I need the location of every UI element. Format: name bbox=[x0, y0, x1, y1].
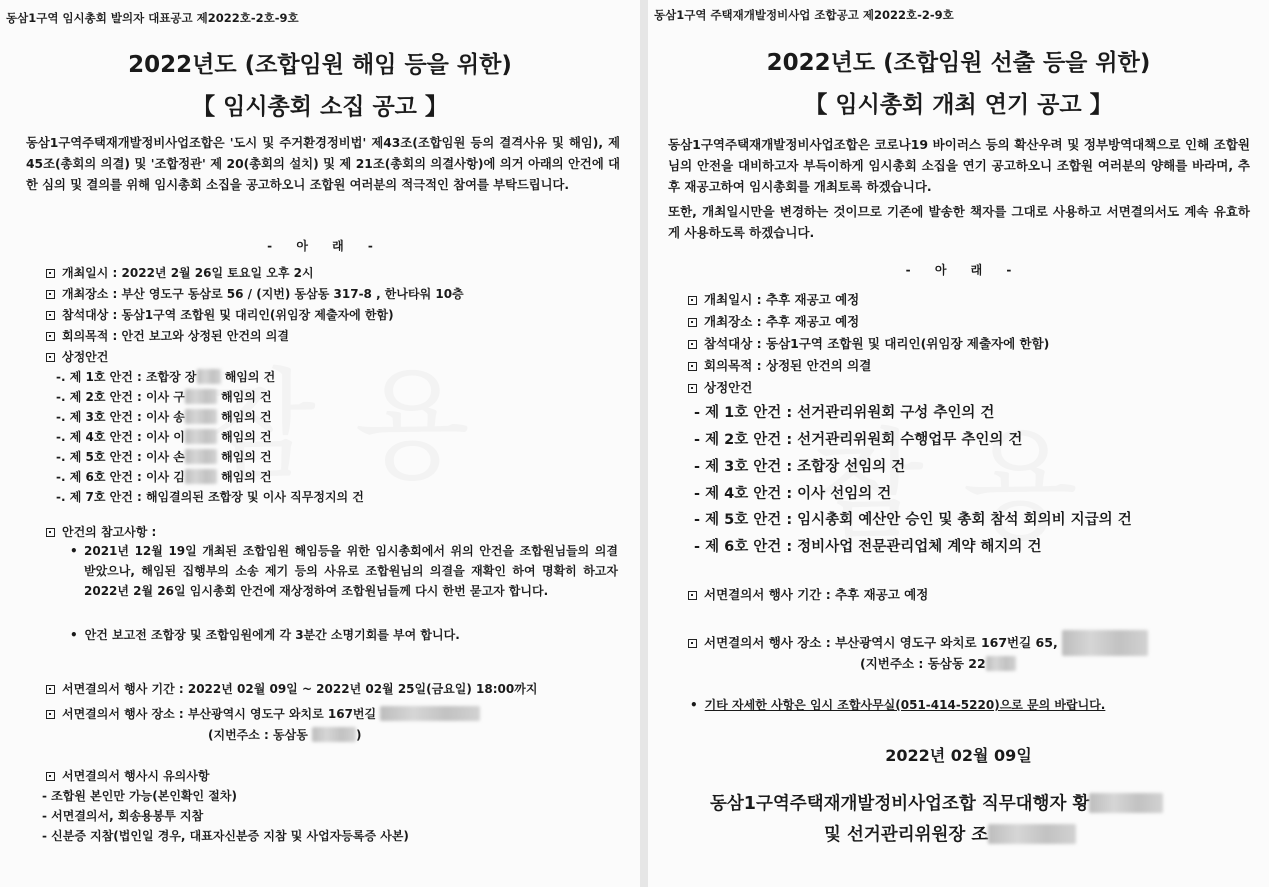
agenda-item-1: - 제 1호 안건 : 선거관리위원회 구성 추인의 건 bbox=[694, 405, 995, 421]
intro-paragraph: 동삼1구역주택재개발정비사업조합은 '도시 및 주거환경정비법' 제43조(조합임원 등의 결격사유 및 해임), 제45조(총회의 의결) 및 '조합정관' 제 20(총회의 설치) 및 제 21조(총회의 의결사항)에 의거 아래의 안건에 대한 심의 및 결의를 위해 임시총회 소집을 공고하오니 조합원 여러분의 적극적인 참여를 부탁드립니다. bbox=[26, 136, 620, 192]
agenda-item-3: -. 제 3호 안건 : 이사 송 해임의 건 bbox=[56, 410, 272, 424]
notice-date: 2022년 02월 09일 bbox=[885, 746, 1032, 765]
agenda-item-5: -. 제 5호 안건 : 이사 손 해임의 건 bbox=[56, 450, 272, 464]
agenda-item-5: - 제 5호 안건 : 임시총회 예산안 승인 및 총회 참석 회의비 지급의 건 bbox=[694, 512, 1132, 528]
detail-purpose: 회의목적 : 안건 보고와 상정된 안건의 의결 bbox=[46, 327, 289, 344]
notice-title: 2022년도 (조합임원 선출 등을 위한) bbox=[766, 50, 1151, 76]
agenda-item-4: -. 제 4호 안건 : 이사 이 해임의 건 bbox=[56, 430, 272, 444]
detail-purpose: 회의목적 : 상정된 안건의 의결 bbox=[688, 356, 871, 374]
square-bullet-icon bbox=[46, 772, 55, 781]
notice-divider-label: - 아 래 - bbox=[905, 263, 1012, 277]
square-bullet-icon bbox=[46, 269, 55, 278]
caution-item-3: - 신분증 지참(법인일 경우, 대표자신분증 지참 및 사업자등록증 사본) bbox=[42, 829, 409, 843]
notice-header: 동삼1구역 임시총회 발의자 대표공고 제2022호-2호-9호 bbox=[6, 11, 299, 25]
detail-datetime: 개최일시 : 2022년 2월 26일 토요일 오후 2시 bbox=[46, 264, 314, 281]
redacted-address bbox=[380, 706, 480, 721]
square-bullet-icon bbox=[46, 685, 55, 694]
square-bullet-icon bbox=[688, 296, 697, 305]
redacted-address bbox=[312, 727, 356, 742]
notice-header: 동삼1구역 주택재개발정비사업 조합공고 제2022호-2-9호 bbox=[654, 8, 954, 22]
redacted-address bbox=[986, 656, 1016, 671]
redacted-name bbox=[197, 369, 221, 384]
right-notice-page bbox=[648, 0, 1269, 887]
detail-venue: 개최장소 : 부산 영도구 동삼로 56 / (지번) 동삼동 317-8 , 한나타워 10층 bbox=[46, 285, 464, 302]
reference-heading: 안건의 참고사항 : bbox=[46, 523, 156, 540]
reference-item-1: • 2021년 12월 19일 개최된 조합임원 해임등을 위한 임시총회에서 위의 안건을 조합원님들의 의결 받았으나, 해임된 집행부의 소송 제기 등의 사유로 조합원님의 의결을 재확인 하여 명확히 하고자 2022년 2월 26일 임시총회 안건에 재상정하여 조합원님들께 다시 한번 묻고자 합니다. bbox=[70, 541, 618, 601]
agenda-item-7: -. 제 7호 안건 : 해임결의된 조합장 및 이사 직무정지의 건 bbox=[56, 490, 364, 504]
notice-subtitle: 【 임시총회 개최 연기 공고 】 bbox=[804, 92, 1113, 118]
intro-paragraph: 동삼1구역주택재개발정비사업조합은 코로나19 바이러스 등의 확산우려 및 정부방역대책으로 인해 조합원님의 안전을 대비하고자 부득이하게 임시총회 소집을 연기 공고하오니 조합원 여러분의 양해를 바라며, 추후 재공고하여 임시총회를 개최토록 하겠습니다. bbox=[668, 137, 1250, 194]
detail-attendees: 참석대상 : 동삼1구역 조합원 및 대리인(위임장 제출자에 한함) bbox=[688, 334, 1049, 352]
square-bullet-icon bbox=[46, 710, 55, 719]
square-bullet-icon bbox=[688, 318, 697, 327]
vote-period: 서면결의서 행사 기간 : 추후 재공고 예정 bbox=[688, 585, 928, 603]
vote-place: 서면결의서 행사 장소 : 부산광역시 영도구 와치로 167번길 bbox=[46, 705, 480, 722]
detail-datetime: 개최일시 : 추후 재공고 예정 bbox=[688, 290, 859, 308]
redacted-name bbox=[185, 429, 217, 444]
intro-paragraph-2: 또한, 개최일시만을 변경하는 것이므로 기존에 발송한 책자를 그대로 사용하고 서면결의서도 계속 유효하게 사용하도록 하겠습니다. bbox=[668, 204, 1250, 240]
detail-agenda-heading: 상정안건 bbox=[688, 378, 752, 396]
reference-item-2: • 안건 보고전 조합장 및 조합임원에게 각 3분간 소명기회를 부여 합니다. bbox=[70, 628, 460, 642]
vote-place: 서면결의서 행사 장소 : 부산광역시 영도구 와치로 167번길 65, bbox=[688, 630, 1148, 656]
agenda-item-6: - 제 6호 안건 : 정비사업 전문관리업체 계약 해지의 건 bbox=[694, 539, 1042, 555]
agenda-item-1: -. 제 1호 안건 : 조합장 장 해임의 건 bbox=[56, 370, 276, 384]
agenda-item-2: - 제 2호 안건 : 선거관리위원회 수행업무 추인의 건 bbox=[694, 432, 1023, 448]
redacted-address bbox=[1062, 630, 1148, 656]
square-bullet-icon bbox=[46, 290, 55, 299]
redacted-name bbox=[185, 389, 217, 404]
notice-subtitle: 【 임시총회 소집 공고 】 bbox=[192, 94, 448, 120]
detail-venue: 개최장소 : 추후 재공고 예정 bbox=[688, 312, 859, 330]
caution-heading: 서면결의서 행사시 유의사항 bbox=[46, 767, 209, 784]
redacted-name bbox=[1089, 793, 1163, 813]
signatory-line-1: 동삼1구역주택재개발정비사업조합 직무대행자 황 bbox=[710, 790, 1163, 815]
redacted-name bbox=[185, 469, 217, 484]
caution-item-1: - 조합원 본인만 가능(본인확인 절차) bbox=[42, 789, 237, 803]
square-bullet-icon bbox=[688, 340, 697, 349]
agenda-item-6: -. 제 6호 안건 : 이사 김 해임의 건 bbox=[56, 470, 272, 484]
agenda-item-2: -. 제 2호 안건 : 이사 구 해임의 건 bbox=[56, 390, 272, 404]
vote-place-sub: (지번주소 : 동삼동 22 bbox=[860, 654, 1016, 672]
detail-agenda-heading: 상정안건 bbox=[46, 348, 108, 365]
square-bullet-icon bbox=[688, 639, 697, 648]
page-gutter bbox=[640, 0, 648, 887]
notice-title: 2022년도 (조합임원 해임 등을 위한) bbox=[128, 52, 512, 78]
agenda-item-3: - 제 3호 안건 : 조합장 선임의 건 bbox=[694, 459, 906, 475]
vote-place-sub: (지번주소 : 동삼동 ) bbox=[208, 728, 362, 742]
dot-bullet-icon: • bbox=[690, 698, 698, 712]
square-bullet-icon bbox=[688, 384, 697, 393]
detail-attendees: 참석대상 : 동삼1구역 조합원 및 대리인(위임장 제출자에 한함) bbox=[46, 306, 394, 323]
vote-period: 서면결의서 행사 기간 : 2022년 02월 09일 ~ 2022년 02월 25일(금요일) 18:00까지 bbox=[46, 680, 537, 697]
dot-bullet-icon: • bbox=[70, 628, 78, 642]
redacted-name bbox=[988, 824, 1076, 844]
contact-note: • 기타 자세한 사항은 임시 조합사무실(051-414-5220)으로 문의 바랍니다. bbox=[690, 698, 1106, 712]
square-bullet-icon bbox=[688, 362, 697, 371]
signatory-line-2: 및 선거관리위원장 조 bbox=[824, 821, 1076, 846]
square-bullet-icon bbox=[46, 528, 55, 537]
redacted-name bbox=[185, 449, 217, 464]
square-bullet-icon bbox=[46, 332, 55, 341]
dot-bullet-icon: • bbox=[70, 544, 78, 558]
square-bullet-icon bbox=[46, 353, 55, 362]
redacted-name bbox=[185, 409, 217, 424]
notice-divider-label: - 아 래 - bbox=[267, 239, 373, 253]
square-bullet-icon bbox=[688, 591, 697, 600]
agenda-item-4: - 제 4호 안건 : 이사 선임의 건 bbox=[694, 486, 892, 502]
caution-item-2: - 서면결의서, 회송용봉투 지참 bbox=[42, 809, 204, 823]
square-bullet-icon bbox=[46, 311, 55, 320]
